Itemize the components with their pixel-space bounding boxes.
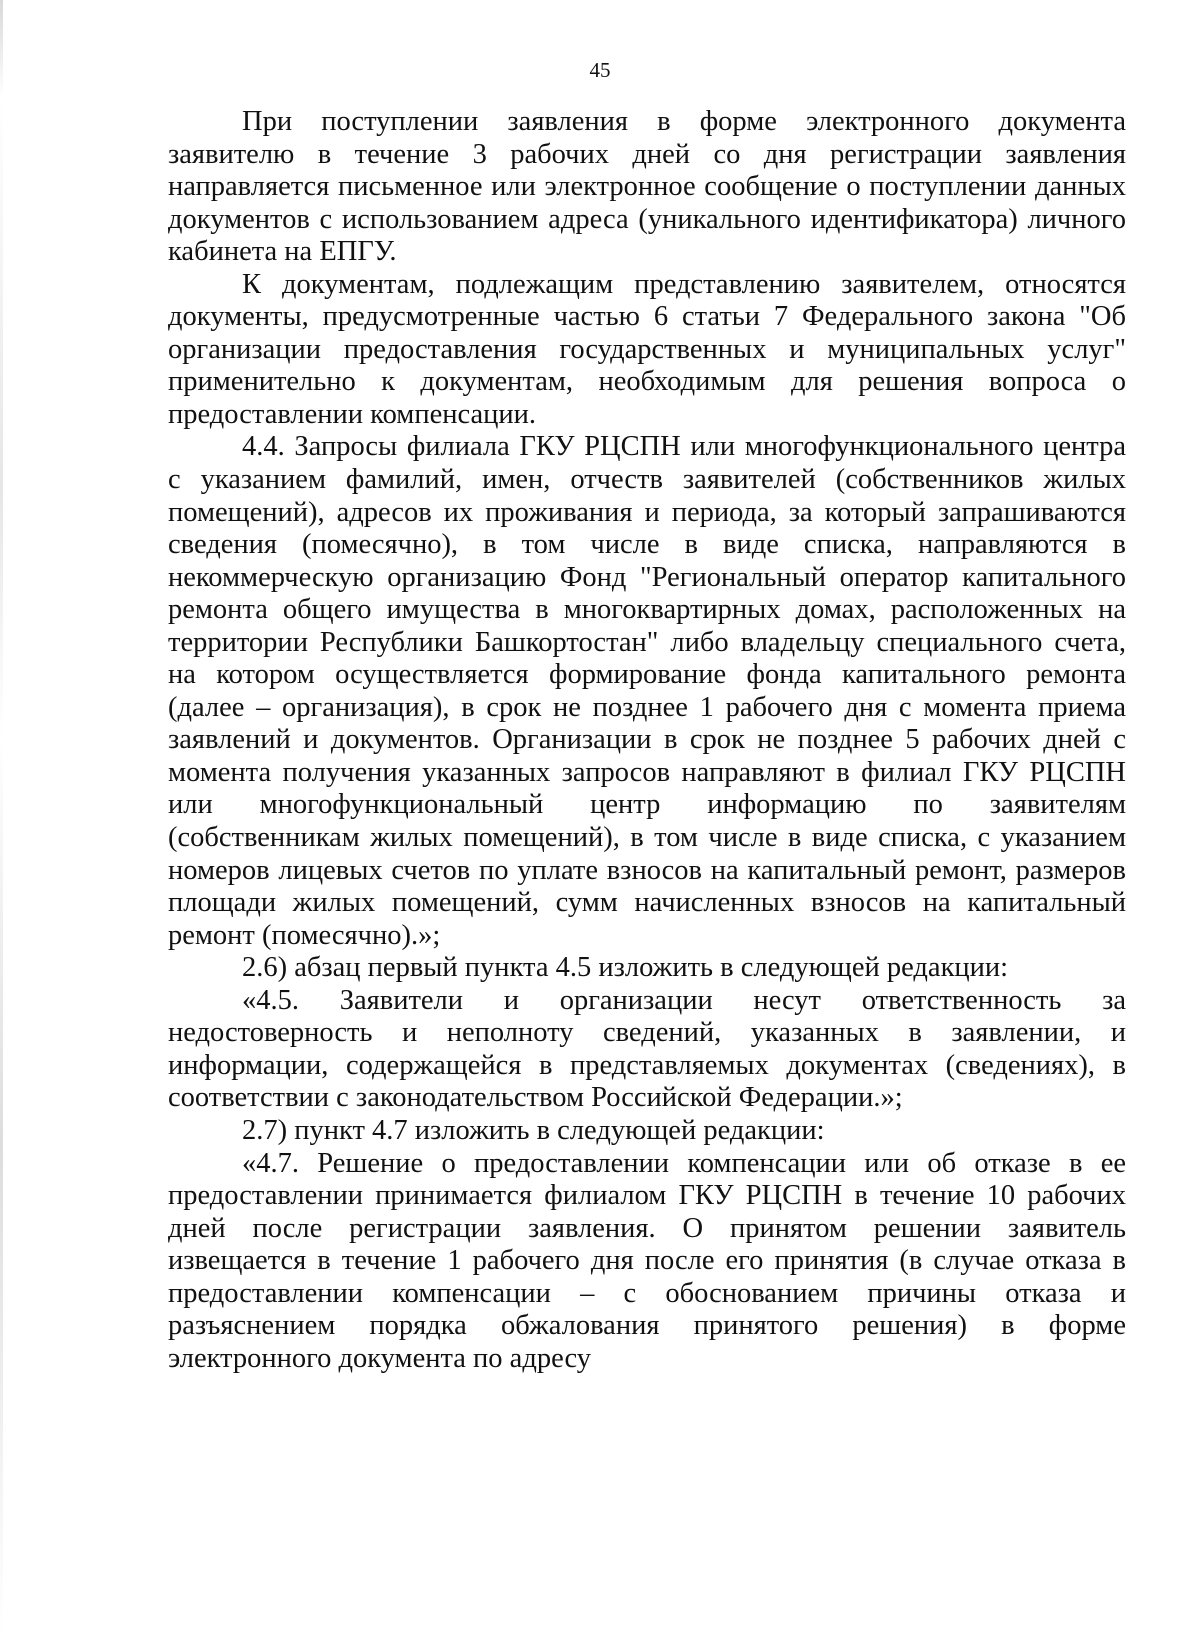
- paragraph-4-5-responsibility: «4.5. Заявители и организации несут ответственность за недостоверность и неполноту сведений, указанных в заявлении, и информации, содержащейся в представляемых документах (сведениях), в соответствии с законодательством Российской Федерации.»;: [168, 984, 1126, 1114]
- page-number: 45: [589, 58, 611, 82]
- paragraph-amendment-2-6: 2.6) абзац первый пункта 4.5 изложить в следующей редакции:: [242, 952, 1009, 984]
- paragraph-required-documents: К документам, подлежащим представлению заявителем, относятся документы, предусмотренные частью 6 статьи 7 Федерального закона "Об организации предоставления государственных и муниципальных услуг" применительно к документам, необходимым для решения вопроса о предоставлении компенсации.: [168, 268, 1126, 430]
- paragraph-4-7-decision: «4.7. Решение о предоставлении компенсации или об отказе в ее предоставлении принимается филиалом ГКУ РЦСПН в течение 10 рабочих дней после регистрации заявления. О принятом решении заявитель извещается в течение 1 рабочего дня после его принятия (в случае отказа в предоставлении компенсации – с обоснованием причины отказа и разъяснением порядка обжалования принятого решения) в форме электронного документа по адресу: [168, 1147, 1126, 1374]
- document-body: [168, 106, 1126, 1375]
- paragraph-amendment-2-7: 2.7) пункт 4.7 изложить в следующей редакции:: [242, 1114, 825, 1146]
- paragraph-4-4-requests: 4.4. Запросы филиала ГКУ РЦСПН или многофункционального центра с указанием фамилий, имен, отчеств заявителей (собственников жилых помещений), адресов их проживания и периода, за который запрашиваются сведения (помесячно), в том числе в виде списка, направляются в некоммерческую организацию Фонд "Региональный оператор капитального ремонта общего имущества в многоквартирных домах, расположенных на территории Республики Башкортостан" либо владельцу специального счета, на котором осуществляется формирование фонда капитального ремонта (далее – организация), в срок не позднее 1 рабочего дня с момента приема заявлений и документов. Организации в срок не позднее 5 рабочих дней с момента получения указанных запросов направляют в филиал ГКУ РЦСПН или многофункциональный центр информацию по заявителям (собственникам жилых помещений), в том числе в виде списка, с указанием номеров лицевых счетов по уплате взносов на капитальный ремонт, размеров площади жилых помещений, сумм начисленных взносов на капитальный ремонт (помесячно).»;: [168, 431, 1126, 951]
- scan-edge-shadow: [0, 0, 3, 1637]
- paragraph-electronic-notification: При поступлении заявления в форме электронного документа заявителю в течение 3 рабочих дней со дня регистрации заявления направляется письменное или электронное сообщение о поступлении данных документов с использованием адреса (уникального идентификатора) личного кабинета на ЕПГУ.: [168, 106, 1126, 268]
